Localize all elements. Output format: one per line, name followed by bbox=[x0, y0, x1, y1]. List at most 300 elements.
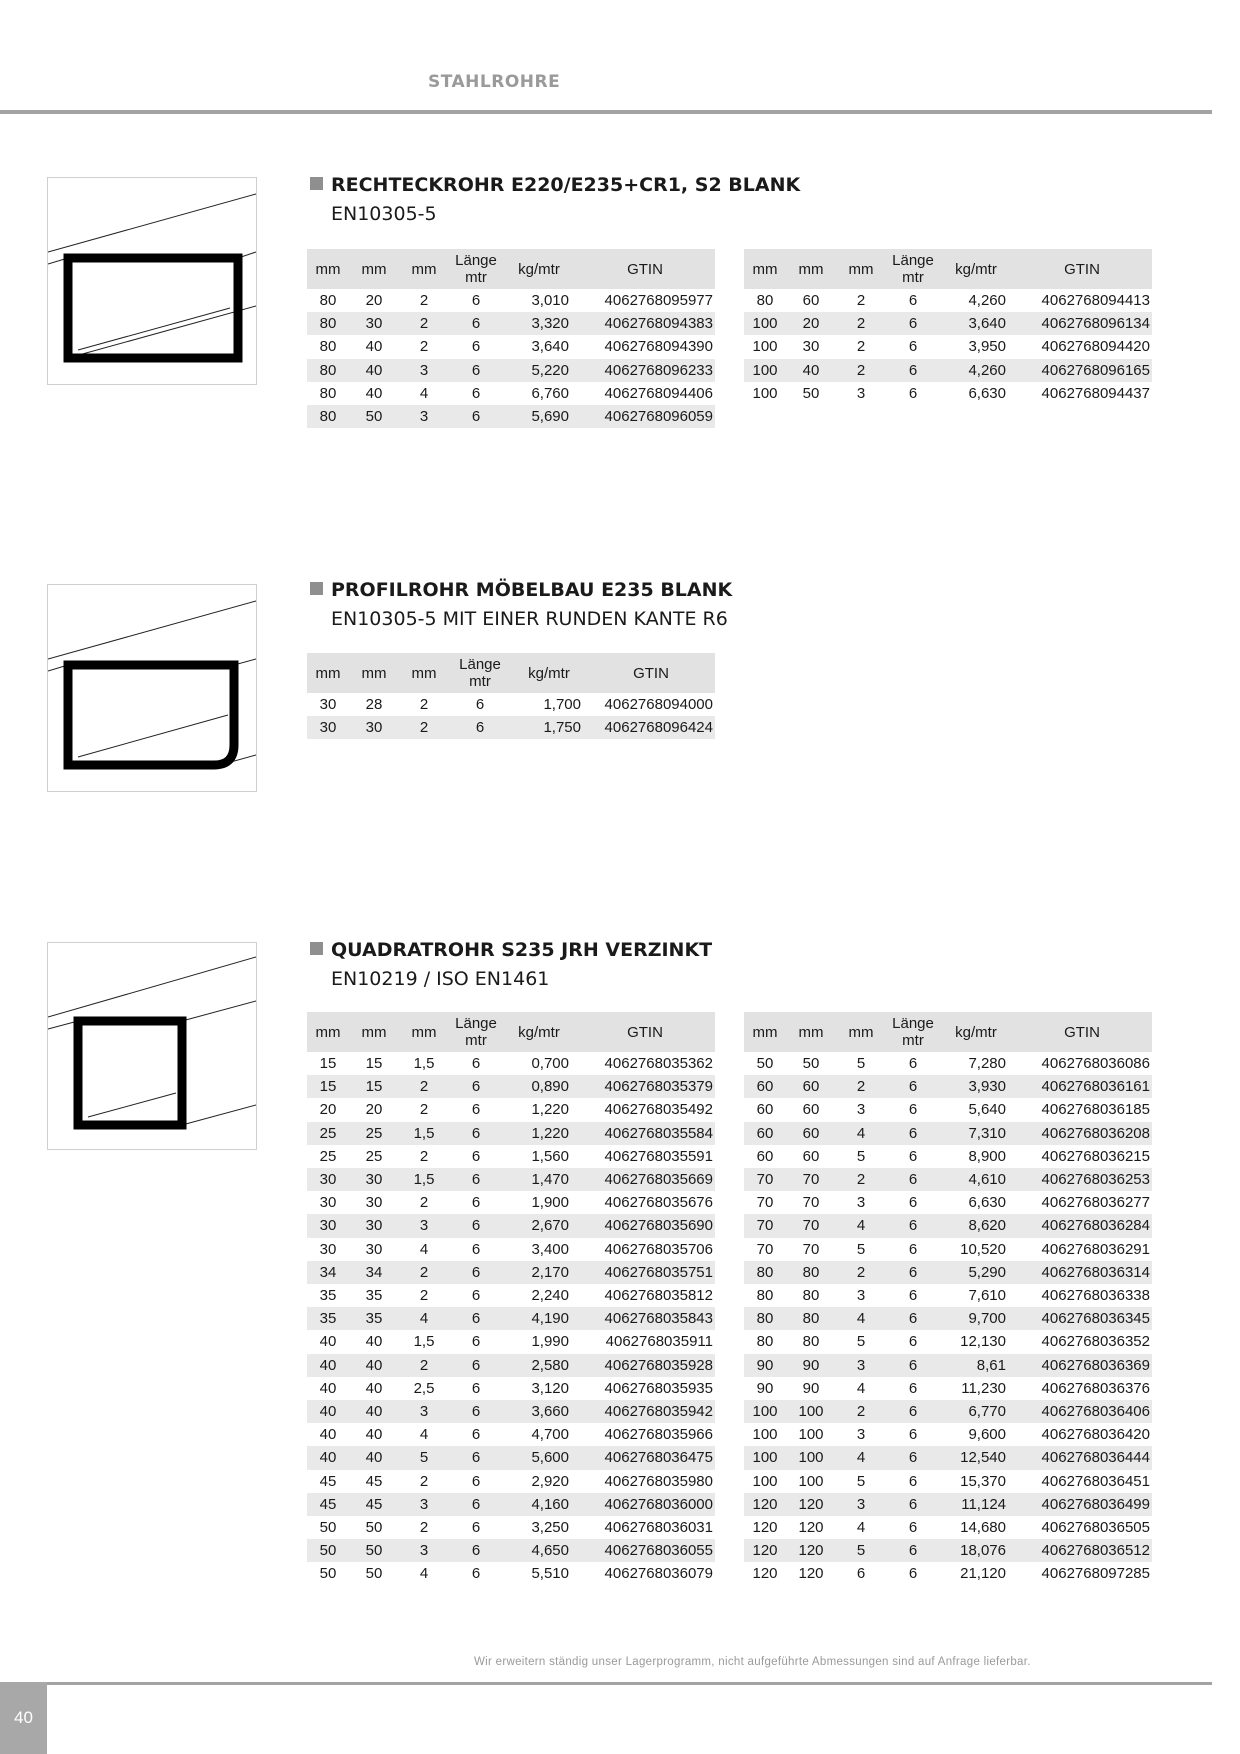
cell-wall: 1,5 bbox=[413, 1333, 435, 1351]
cell-weight: 4,160 bbox=[503, 1493, 575, 1516]
table-row bbox=[307, 1075, 715, 1098]
cell-gtin: 4062768035706 bbox=[604, 1240, 713, 1258]
cell-length: 6 bbox=[908, 1194, 918, 1212]
cell-gtin: 4062768036208 bbox=[1012, 1122, 1152, 1145]
cell-dim-a: 50 bbox=[319, 1565, 337, 1583]
column-header-dim-b: mm bbox=[786, 249, 836, 289]
cell-gtin: 4062768036000 bbox=[575, 1493, 715, 1516]
cell-wall: 3 bbox=[856, 1101, 866, 1119]
cell-dim-b: 40 bbox=[365, 1379, 383, 1397]
table-row bbox=[307, 1354, 715, 1377]
table-row bbox=[307, 1562, 715, 1585]
cell-dim-b: 30 bbox=[349, 1214, 399, 1237]
cell-dim-a: 30 bbox=[307, 1214, 349, 1237]
column-header-gtin: GTIN bbox=[575, 249, 715, 289]
cell-length: 6 bbox=[471, 1333, 481, 1351]
cell-wall: 5 bbox=[856, 1055, 866, 1072]
table-row bbox=[307, 1400, 715, 1423]
cell-length: 6 bbox=[886, 1307, 940, 1330]
cell-length: 6 bbox=[471, 1472, 481, 1490]
table-row bbox=[744, 1423, 1152, 1446]
table-row bbox=[307, 1330, 715, 1353]
table-row bbox=[307, 1307, 715, 1330]
cell-wall: 3 bbox=[856, 1426, 866, 1444]
cell-dim-b: 40 bbox=[349, 1446, 399, 1469]
cell-weight: 3,640 bbox=[531, 338, 569, 356]
cell-length: 6 bbox=[886, 1446, 940, 1469]
cell-dim-a: 60 bbox=[744, 1122, 786, 1145]
header-divider bbox=[0, 110, 1212, 114]
cell-weight: 3,250 bbox=[531, 1519, 569, 1537]
table-row bbox=[307, 1238, 715, 1261]
cell-wall: 2 bbox=[419, 338, 429, 356]
cell-gtin: 4062768036086 bbox=[1041, 1055, 1150, 1072]
cell-weight: 8,61 bbox=[940, 1354, 1012, 1377]
cell-weight: 10,520 bbox=[960, 1240, 1006, 1258]
cell-dim-a: 120 bbox=[752, 1519, 778, 1537]
cell-dim-b: 50 bbox=[365, 1519, 383, 1537]
table-row bbox=[744, 1539, 1152, 1562]
table-row bbox=[744, 1400, 1152, 1423]
cell-length: 6 bbox=[471, 1565, 481, 1583]
cell-wall: 2 bbox=[856, 338, 866, 356]
column-header-gtin: GTIN bbox=[575, 1012, 715, 1052]
cell-dim-b: 15 bbox=[365, 1055, 383, 1072]
cell-dim-a: 80 bbox=[307, 359, 349, 382]
cell-gtin: 4062768036444 bbox=[1012, 1446, 1152, 1469]
cell-gtin: 4062768036475 bbox=[575, 1446, 715, 1469]
cell-length: 6 bbox=[471, 1240, 481, 1258]
cell-gtin: 4062768036369 bbox=[1012, 1354, 1152, 1377]
cell-wall: 2 bbox=[836, 1168, 886, 1191]
cell-wall: 3 bbox=[836, 1354, 886, 1377]
cell-wall: 2 bbox=[399, 312, 449, 335]
table-row bbox=[744, 1052, 1152, 1075]
table-row bbox=[744, 1122, 1152, 1145]
cell-dim-b: 30 bbox=[365, 1194, 383, 1212]
cell-length: 6 bbox=[886, 359, 940, 382]
section-subtitle: EN10219 / ISO EN1461 bbox=[331, 968, 550, 990]
table-row bbox=[307, 1284, 715, 1307]
cell-gtin: 4062768035911 bbox=[605, 1333, 713, 1351]
cell-length: 6 bbox=[449, 1122, 503, 1145]
column-header-length: Länge mtr bbox=[449, 249, 503, 289]
column-header-weight: kg/mtr bbox=[503, 1012, 575, 1052]
cell-weight: 9,600 bbox=[968, 1426, 1006, 1444]
cell-dim-a: 50 bbox=[319, 1519, 337, 1537]
cell-weight: 11,230 bbox=[961, 1379, 1006, 1397]
cell-dim-b: 70 bbox=[802, 1194, 820, 1212]
column-header-dim-a: mm bbox=[307, 1012, 349, 1052]
cell-dim-b: 100 bbox=[798, 1472, 824, 1490]
cell-wall: 2 bbox=[856, 292, 866, 309]
table-row bbox=[307, 335, 715, 358]
column-header-wall: mm bbox=[836, 249, 886, 289]
table-row bbox=[307, 1377, 715, 1400]
cell-dim-b: 15 bbox=[349, 1075, 399, 1098]
table-row bbox=[307, 1168, 715, 1191]
cell-wall: 2 bbox=[399, 1354, 449, 1377]
cell-weight: 5,690 bbox=[503, 405, 575, 428]
cell-gtin: 4062768035379 bbox=[575, 1075, 715, 1098]
cell-dim-b: 120 bbox=[798, 1565, 824, 1583]
cell-dim-a: 100 bbox=[744, 312, 786, 335]
cell-gtin: 4062768036345 bbox=[1012, 1307, 1152, 1330]
table-row bbox=[744, 1446, 1152, 1469]
cell-dim-a: 40 bbox=[307, 1400, 349, 1423]
column-header-length: Länge mtr bbox=[449, 653, 511, 693]
table-row bbox=[307, 289, 715, 312]
cell-wall: 4 bbox=[419, 1565, 429, 1583]
cell-length: 6 bbox=[908, 338, 918, 356]
cell-wall: 3 bbox=[399, 359, 449, 382]
cell-weight: 6,630 bbox=[968, 1194, 1006, 1212]
cell-dim-a: 40 bbox=[319, 1426, 337, 1444]
cell-wall: 5 bbox=[399, 1446, 449, 1469]
cell-length: 6 bbox=[908, 1333, 918, 1351]
cell-weight: 1,700 bbox=[543, 696, 581, 713]
spec-table bbox=[307, 249, 715, 428]
table-row bbox=[744, 335, 1152, 358]
cell-wall: 3 bbox=[856, 1194, 866, 1212]
cell-gtin: 4062768036352 bbox=[1041, 1333, 1150, 1351]
cell-length: 6 bbox=[886, 312, 940, 335]
cell-weight: 11,124 bbox=[940, 1493, 1012, 1516]
cell-gtin: 4062768035812 bbox=[604, 1287, 713, 1305]
cell-weight: 3,640 bbox=[940, 312, 1012, 335]
cell-weight: 15,370 bbox=[960, 1472, 1006, 1490]
cell-wall: 4 bbox=[419, 1426, 429, 1444]
cell-dim-b: 120 bbox=[786, 1539, 836, 1562]
cell-length: 6 bbox=[471, 338, 481, 356]
cell-length: 6 bbox=[908, 1147, 918, 1165]
cell-weight: 4,650 bbox=[503, 1539, 575, 1562]
cell-dim-a: 30 bbox=[319, 696, 337, 713]
cell-weight: 7,310 bbox=[940, 1122, 1012, 1145]
cell-wall: 2 bbox=[836, 1400, 886, 1423]
column-header-weight: kg/mtr bbox=[511, 653, 587, 693]
cell-dim-b: 100 bbox=[786, 1446, 836, 1469]
cell-gtin: 4062768036215 bbox=[1041, 1147, 1150, 1165]
cell-gtin: 4062768036079 bbox=[604, 1565, 713, 1583]
table-row bbox=[744, 1562, 1152, 1585]
table-row bbox=[307, 1446, 715, 1469]
cell-weight: 4,260 bbox=[968, 292, 1006, 309]
cell-dim-a: 30 bbox=[307, 1168, 349, 1191]
cell-wall: 1,5 bbox=[399, 1122, 449, 1145]
cell-dim-b: 28 bbox=[365, 696, 383, 713]
column-header-dim-a: mm bbox=[744, 249, 786, 289]
cell-dim-b: 60 bbox=[786, 1075, 836, 1098]
cell-dim-a: 100 bbox=[744, 1400, 786, 1423]
cell-weight: 1,220 bbox=[503, 1122, 575, 1145]
column-header-wall: mm bbox=[399, 249, 449, 289]
cell-weight: 5,600 bbox=[503, 1446, 575, 1469]
cell-gtin: 4062768036420 bbox=[1041, 1426, 1150, 1444]
cell-gtin: 4062768096233 bbox=[575, 359, 715, 382]
cell-wall: 4 bbox=[856, 1379, 866, 1397]
cell-dim-b: 20 bbox=[786, 312, 836, 335]
cell-dim-a: 20 bbox=[319, 1101, 337, 1119]
section-title: PROFILROHR MÖBELBAU E235 BLANK bbox=[310, 579, 732, 601]
table-row bbox=[307, 359, 715, 382]
cell-gtin: 4062768035690 bbox=[575, 1214, 715, 1237]
column-header-weight: kg/mtr bbox=[940, 1012, 1012, 1052]
cell-gtin: 4062768097285 bbox=[1041, 1565, 1150, 1583]
column-header-weight: kg/mtr bbox=[503, 249, 575, 289]
cell-dim-b: 50 bbox=[802, 384, 820, 402]
section-subtitle: EN10305-5 MIT EINER RUNDEN KANTE R6 bbox=[331, 608, 728, 630]
cell-dim-b: 40 bbox=[365, 384, 383, 402]
cell-gtin: 4062768035980 bbox=[604, 1472, 713, 1490]
cell-weight: 6,630 bbox=[968, 384, 1006, 402]
table-row bbox=[307, 1423, 715, 1446]
cell-weight: 21,120 bbox=[960, 1565, 1006, 1583]
cell-wall: 3 bbox=[856, 384, 866, 402]
cell-gtin: 4062768035676 bbox=[604, 1194, 713, 1212]
table-row bbox=[744, 1261, 1152, 1284]
cell-dim-a: 35 bbox=[319, 1287, 337, 1305]
profile-tube-illustration bbox=[47, 584, 257, 792]
cell-dim-b: 40 bbox=[365, 338, 383, 356]
cell-length: 6 bbox=[908, 1379, 918, 1397]
cell-dim-b: 35 bbox=[365, 1287, 383, 1305]
table-row bbox=[744, 1516, 1152, 1539]
cell-dim-b: 100 bbox=[798, 1426, 824, 1444]
cell-weight: 7,280 bbox=[968, 1055, 1006, 1072]
cell-dim-a: 100 bbox=[744, 1446, 786, 1469]
bullet-square-icon bbox=[310, 177, 323, 190]
cell-dim-a: 70 bbox=[756, 1240, 774, 1258]
cell-dim-b: 60 bbox=[802, 1101, 820, 1119]
cell-weight: 18,076 bbox=[940, 1539, 1012, 1562]
column-header-gtin: GTIN bbox=[1012, 1012, 1152, 1052]
cell-weight: 3,400 bbox=[531, 1240, 569, 1258]
cell-length: 6 bbox=[471, 1379, 481, 1397]
cell-gtin: 4062768096059 bbox=[575, 405, 715, 428]
cell-gtin: 4062768036505 bbox=[1041, 1519, 1150, 1537]
cell-weight: 4,190 bbox=[503, 1307, 575, 1330]
cell-dim-b: 34 bbox=[349, 1261, 399, 1284]
cell-dim-b: 60 bbox=[802, 1147, 820, 1165]
cell-dim-b: 45 bbox=[365, 1472, 383, 1490]
cell-dim-b: 40 bbox=[365, 1333, 383, 1351]
cell-dim-b: 30 bbox=[349, 312, 399, 335]
cell-length: 6 bbox=[471, 1055, 481, 1072]
cell-weight: 0,890 bbox=[503, 1075, 575, 1098]
cell-dim-a: 90 bbox=[756, 1379, 774, 1397]
cell-weight: 2,240 bbox=[531, 1287, 569, 1305]
cell-weight: 8,620 bbox=[940, 1214, 1012, 1237]
cell-length: 6 bbox=[471, 1101, 481, 1119]
cell-wall: 3 bbox=[399, 405, 449, 428]
section-title: QUADRATROHR S235 JRH VERZINKT bbox=[310, 939, 712, 961]
table-row bbox=[307, 405, 715, 428]
cell-dim-a: 40 bbox=[319, 1333, 337, 1351]
page-header-title: STAHLROHRE bbox=[428, 72, 561, 92]
cell-length: 6 bbox=[908, 1055, 918, 1072]
cell-wall: 5 bbox=[856, 1240, 866, 1258]
table-row bbox=[307, 312, 715, 335]
cell-weight: 5,220 bbox=[503, 359, 575, 382]
cell-length: 6 bbox=[471, 1287, 481, 1305]
cell-length: 6 bbox=[449, 1539, 503, 1562]
cell-weight: 2,580 bbox=[503, 1354, 575, 1377]
cell-dim-a: 40 bbox=[319, 1379, 337, 1397]
cell-wall: 2 bbox=[419, 1287, 429, 1305]
table-row bbox=[744, 1470, 1152, 1493]
cell-dim-b: 35 bbox=[349, 1307, 399, 1330]
cell-gtin: 4062768036291 bbox=[1041, 1240, 1150, 1258]
cell-dim-a: 25 bbox=[307, 1122, 349, 1145]
column-header-gtin: GTIN bbox=[1012, 249, 1152, 289]
cell-wall: 2 bbox=[419, 1519, 429, 1537]
cell-wall: 4 bbox=[419, 384, 429, 402]
spec-table bbox=[307, 653, 715, 739]
cell-weight: 3,930 bbox=[940, 1075, 1012, 1098]
cell-length: 6 bbox=[471, 1194, 481, 1212]
cell-gtin: 4062768036314 bbox=[1012, 1261, 1152, 1284]
cell-dim-a: 120 bbox=[744, 1539, 786, 1562]
cell-dim-a: 25 bbox=[319, 1147, 337, 1165]
cell-wall: 2 bbox=[419, 1472, 429, 1490]
cell-length: 6 bbox=[449, 1075, 503, 1098]
cell-gtin: 4062768096134 bbox=[1012, 312, 1152, 335]
cell-gtin: 4062768036253 bbox=[1012, 1168, 1152, 1191]
cell-weight: 2,170 bbox=[503, 1261, 575, 1284]
cell-wall: 2 bbox=[836, 312, 886, 335]
cell-gtin: 4062768036376 bbox=[1041, 1379, 1150, 1397]
square-tube-illustration bbox=[47, 942, 257, 1150]
footer-note: Wir erweitern ständig unser Lagerprogramm, nicht aufgeführte Abmessungen sind auf Anfrage lieferbar. bbox=[474, 1656, 1031, 1668]
cell-dim-a: 100 bbox=[744, 359, 786, 382]
cell-wall: 1,5 bbox=[399, 1168, 449, 1191]
cell-wall: 4 bbox=[399, 1307, 449, 1330]
cell-dim-a: 70 bbox=[756, 1194, 774, 1212]
table-row bbox=[744, 382, 1152, 405]
cell-wall: 2 bbox=[836, 1075, 886, 1098]
column-header-length: Länge mtr bbox=[886, 249, 940, 289]
cell-gtin: 4062768094383 bbox=[575, 312, 715, 335]
cell-dim-a: 80 bbox=[744, 1307, 786, 1330]
cell-dim-b: 25 bbox=[365, 1147, 383, 1165]
cell-wall: 2 bbox=[399, 1075, 449, 1098]
rectangular-tube-illustration bbox=[47, 177, 257, 385]
section-title: RECHTECKROHR E220/E235+CR1, S2 BLANK bbox=[310, 174, 800, 196]
cell-gtin: 4062768094437 bbox=[1041, 384, 1150, 402]
cell-dim-a: 70 bbox=[744, 1168, 786, 1191]
cell-wall: 2 bbox=[399, 716, 449, 739]
cell-gtin: 4062768095977 bbox=[604, 292, 713, 309]
cell-gtin: 4062768036338 bbox=[1041, 1287, 1150, 1305]
section-subtitle: EN10305-5 bbox=[331, 203, 437, 225]
cell-dim-a: 50 bbox=[756, 1055, 774, 1072]
column-header-wall: mm bbox=[399, 1012, 449, 1052]
cell-dim-b: 90 bbox=[786, 1354, 836, 1377]
table-row bbox=[744, 1075, 1152, 1098]
cell-wall: 2 bbox=[836, 1261, 886, 1284]
cell-dim-b: 30 bbox=[802, 338, 820, 356]
bullet-square-icon bbox=[310, 942, 323, 955]
cell-weight: 5,640 bbox=[968, 1101, 1006, 1119]
cell-wall: 4 bbox=[836, 1446, 886, 1469]
spec-table bbox=[744, 249, 1152, 405]
table-row bbox=[744, 1493, 1152, 1516]
table-row bbox=[744, 1307, 1152, 1330]
column-header-wall: mm bbox=[399, 653, 449, 693]
cell-dim-b: 120 bbox=[798, 1519, 824, 1537]
cell-weight: 3,120 bbox=[531, 1379, 569, 1397]
table-row bbox=[307, 1539, 715, 1562]
cell-length: 6 bbox=[908, 1426, 918, 1444]
cell-gtin: 4062768036277 bbox=[1041, 1194, 1150, 1212]
table-row bbox=[744, 1330, 1152, 1353]
cell-dim-a: 30 bbox=[319, 1194, 337, 1212]
cell-length: 6 bbox=[471, 1147, 481, 1165]
cell-dim-a: 45 bbox=[307, 1493, 349, 1516]
cell-gtin: 4062768094390 bbox=[604, 338, 713, 356]
column-header-length: Länge mtr bbox=[886, 1012, 940, 1052]
cell-length: 6 bbox=[471, 292, 481, 309]
cell-gtin: 4062768036055 bbox=[575, 1539, 715, 1562]
cell-length: 6 bbox=[886, 1400, 940, 1423]
cell-wall: 4 bbox=[836, 1307, 886, 1330]
cell-length: 6 bbox=[886, 1214, 940, 1237]
table-row bbox=[307, 1261, 715, 1284]
cell-gtin: 4062768094413 bbox=[1041, 292, 1150, 309]
cell-length: 6 bbox=[886, 1354, 940, 1377]
cell-wall: 4 bbox=[836, 1214, 886, 1237]
table-row bbox=[744, 1284, 1152, 1307]
cell-gtin: 4062768035492 bbox=[604, 1101, 713, 1119]
cell-dim-b: 40 bbox=[786, 359, 836, 382]
cell-weight: 2,920 bbox=[531, 1472, 569, 1490]
table-row bbox=[307, 1493, 715, 1516]
cell-wall: 3 bbox=[399, 1400, 449, 1423]
cell-length: 6 bbox=[449, 1261, 503, 1284]
cell-dim-a: 60 bbox=[756, 1147, 774, 1165]
cell-length: 6 bbox=[886, 1122, 940, 1145]
cell-weight: 0,700 bbox=[531, 1055, 569, 1072]
cell-dim-a: 80 bbox=[307, 405, 349, 428]
cell-wall: 5 bbox=[836, 1539, 886, 1562]
cell-wall: 2 bbox=[419, 696, 429, 713]
cell-length: 6 bbox=[449, 1307, 503, 1330]
cell-gtin: 4062768036284 bbox=[1012, 1214, 1152, 1237]
table-row bbox=[307, 1122, 715, 1145]
cell-weight: 4,260 bbox=[940, 359, 1012, 382]
table-row bbox=[744, 1168, 1152, 1191]
cell-gtin: 4062768094420 bbox=[1041, 338, 1150, 356]
cell-dim-a: 80 bbox=[756, 1287, 774, 1305]
cell-dim-a: 100 bbox=[752, 1426, 778, 1444]
cell-gtin: 4062768094000 bbox=[604, 696, 713, 713]
cell-dim-a: 35 bbox=[307, 1307, 349, 1330]
cell-weight: 3,660 bbox=[503, 1400, 575, 1423]
cell-gtin: 4062768035935 bbox=[604, 1379, 713, 1397]
cell-wall: 5 bbox=[856, 1333, 866, 1351]
cell-wall: 2 bbox=[399, 1261, 449, 1284]
cell-dim-a: 70 bbox=[744, 1214, 786, 1237]
column-header-gtin: GTIN bbox=[587, 653, 715, 693]
table-row bbox=[307, 1516, 715, 1539]
table-row bbox=[307, 1052, 715, 1075]
cell-gtin: 4062768036161 bbox=[1012, 1075, 1152, 1098]
cell-length: 6 bbox=[908, 384, 918, 402]
cell-wall: 4 bbox=[836, 1122, 886, 1145]
cell-weight: 1,750 bbox=[511, 716, 587, 739]
cell-length: 6 bbox=[449, 312, 503, 335]
